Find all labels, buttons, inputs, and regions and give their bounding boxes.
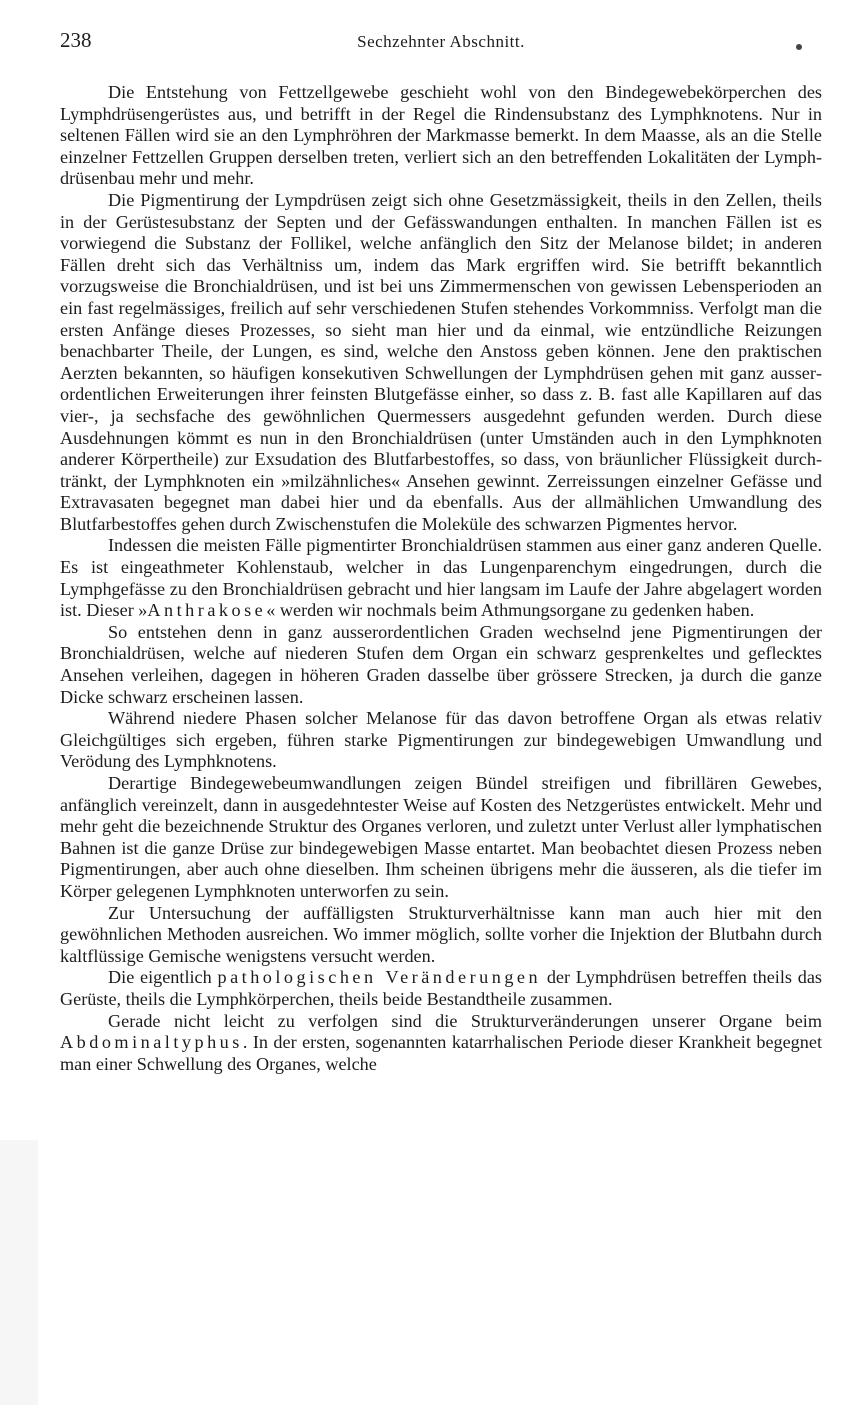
paragraph: Während niedere Phasen solcher Melanose für das davon betroffene Organ als etwas relativ Gleichgültiges sich ergeben, führen starke Pigmentirungen zur bindegewebigen Umwandlung und Verödung des Lymphknotens. <box>60 708 822 772</box>
paragraph-text: Indessen die meisten Fälle pigmentirter Bronchialdrüsen stammen aus einer ganz anderen Quelle. Es ist eingeathmeter Kohlenstaub, welcher in das Lungenparenchym eingedrungen, durch die Lymphgefässe zu den Bronchialdrüsen gebracht und hier langsam im Laufe der Jahre abgelagert worden ist. Dieser » <box>60 535 822 621</box>
paragraph <box>60 967 822 1010</box>
paragraph-text: der Lymphdrüsen betreffen theils das Gerüste, theils die Lymphkörperchen, theils beide Bestandtheile zusammen. <box>60 967 822 1009</box>
emphasized-term: pathologischen Veränderungen <box>217 967 542 988</box>
paragraph: Zur Untersuchung der auffälligsten Strukturverhältnisse kann man auch hier mit den gewöhnlichen Methoden ausreichen. Wo immer möglich, sollte vorher die Injektion der Blutbahn durch kaltflüssige Gemische wenigstens versucht werden. <box>60 902 822 966</box>
page-number: 238 <box>60 28 92 52</box>
paragraph: Derartige Bindegewebeumwandlungen zeigen Bündel streifigen und fibrillären Gewebes, anfänglich vereinzelt, dann in ausgedehntester Weise auf Kosten des Netzgerüstes entwickelt. Mehr und mehr geht die bezeichnende Struktur des Organes verloren, und zuletzt unter Verlust aller lymphatischen Bahnen ist die ganze Drüse zur bindegewebigen Masse entartet. Man beobachtet diesen Prozess neben Pigmentirungen, aber auch ohne dieselben. Ihm scheinen übrigens mehr die äusseren, als die tiefer im Körper gelegenen Lymphknoten unterworfen zu sein. <box>60 773 822 901</box>
paragraph: Die Pigmentirung der Lympdrüsen zeigt sich ohne Gesetzmässigkeit, theils in den Zellen, theils in der Gerüstesubstanz der Septen und der Gefässwandungen enthalten. In manchen Fällen ist es vorwiegend die Substanz der Follikel, welche anfänglich den Sitz der Melanose bildet; in anderen Fällen dreht sich das Verhältniss um, indem das Mark ergriffen wird. Sie betrifft bekanntlich vorzugsweise die Bronchialdrüsen, und ist bei uns Zimmermenschen von gewissen Lebensperioden an ein fast regelmässiges, freilich auf sehr verschiedenen Stufen stehendes Vorkommniss. Verfolgt man die ersten Anfänge dieses Prozesses, so sieht man hier und da einmal, wie entzündliche Reizungen benachbarter Theile, der Lungen, es sind, welche den Anstoss geben können. Jene den praktischen Aerzten bekannten, so häufigen konsekutiven Schwellungen der Lymphdrüsen gehen mit ganz ausserordentlichen Erweiterungen ihrer feinsten Blutgefässe einher, so dass z. B. fast alle Kapillaren auf das vier-, ja sechsfache des gewöhnlichen Quermessers ausgedehnt gefunden werden. Durch diese Ausdehnungen kömmt es nun in den Bronchialdrüsen (unter Umständen auch in den Lymphknoten anderer Körpertheile) zur Exsudation des Blutfarbestoffes, so dass, von bräunlicher Flüssigkeit durchtränkt, der Lymphknoten ein »milzähnliches« Ansehen gewinnt. Zerreissungen einzelner Gefässe und Extravasaten begegnet man dabei hier und da ebenfalls. Aus der allmählichen Umwandlung des Blutfarbestoffes gehen durch Zwischenstufen die Moleküle des schwarzen Pigmentes hervor. <box>60 189 822 534</box>
scan-margin-shade <box>0 1140 38 1405</box>
paragraph-text: Gerade nicht leicht zu verfolgen sind die Strukturveränderungen unserer Organe beim <box>108 1010 822 1031</box>
paragraph <box>60 535 822 621</box>
paragraph-text: « werden wir nochmals beim Athmungsorgane zu gedenken haben. <box>266 600 755 621</box>
paragraph <box>60 1011 822 1076</box>
running-head: Sechzehnter Abschnitt. <box>357 32 525 51</box>
ink-dot <box>796 44 802 50</box>
paragraph-text: . In der ersten, sogenannten katarrhalischen Periode dieser Krankheit begegnet man einer Schwellung des Organes, welche <box>60 1032 822 1074</box>
body-text <box>60 82 822 1075</box>
paragraph: Die Entstehung von Fettzellgewebe geschieht wohl von den Bindegewebekörperchen des Lymphdrüsengerüstes aus, und betrifft in der Regel die Rindensubstanz des Lymphknotens. Nur in seltenen Fällen wird sie an den Lymphröhren der Markmasse bemerkt. In dem Maasse, als an die Stelle einzelner Fettzellen Gruppen derselben treten, verliert sich an den betreffenden Lokalitäten der Lymphdrüsenbau mehr und mehr. <box>60 82 822 189</box>
emphasized-term: Abdominaltyphus <box>60 1032 243 1053</box>
page-header <box>60 28 822 58</box>
paragraph: So entstehen denn in ganz ausserordentlichen Graden wechselnd jene Pigmentirungen der Bronchialdrüsen, welche auf niederen Stufen dem Organ ein schwarz gesprenkeltes und geflecktes Ansehen verleihen, dagegen in höheren Graden dasselbe über grössere Strecken, ja durch die ganze Dicke schwarz erscheinen lassen. <box>60 621 822 707</box>
paragraph-text: Die eigentlich <box>108 967 218 988</box>
emphasized-term: Anthrakose <box>147 600 267 621</box>
